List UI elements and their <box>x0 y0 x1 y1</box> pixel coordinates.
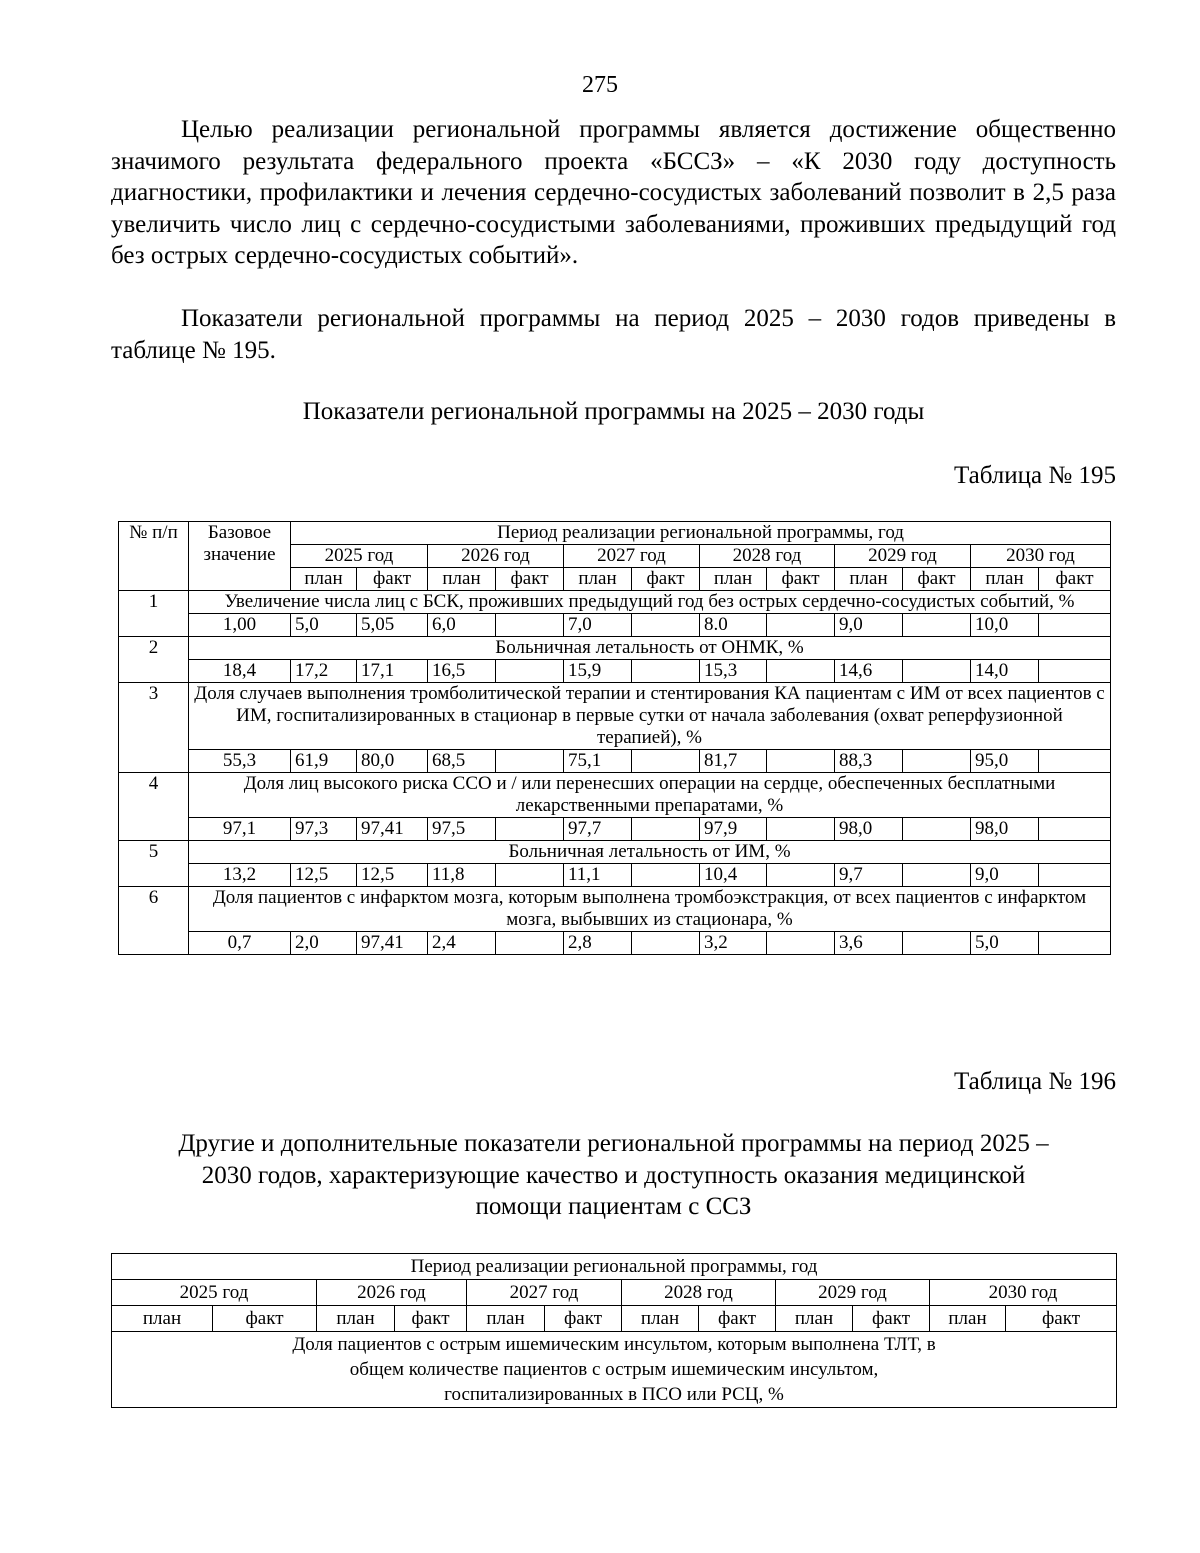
header-fact-cell: факт <box>545 1306 622 1332</box>
header-fact-cell: факт <box>903 568 971 591</box>
plan-value-cell: 9,0 <box>971 864 1039 887</box>
header-year-cell: 2026 год <box>428 545 564 568</box>
plan-value-cell: 15,3 <box>700 660 767 683</box>
indicator-values-row <box>119 660 1111 683</box>
fact-value-cell <box>903 750 971 773</box>
header-year-cell: 2028 год <box>622 1280 776 1306</box>
plan-value-cell: 2,0 <box>291 932 357 955</box>
plan-value-cell: 97,7 <box>564 818 632 841</box>
row-number-cell: 3 <box>119 683 189 773</box>
header-fact-cell: факт <box>767 568 835 591</box>
header-row <box>112 1254 1117 1280</box>
fact-value-cell <box>767 818 835 841</box>
header-num-cell: № п/п <box>119 522 189 591</box>
header-year-cell: 2029 год <box>776 1280 930 1306</box>
header-year-cell: 2028 год <box>700 545 835 568</box>
header-plan-fact-row <box>112 1306 1117 1332</box>
plan-value-cell: 88,3 <box>835 750 903 773</box>
plan-value-cell: 10,0 <box>971 614 1039 637</box>
plan-value-cell: 2,8 <box>564 932 632 955</box>
fact-value-cell <box>767 660 835 683</box>
fact-value-cell: 5,05 <box>357 614 428 637</box>
plan-value-cell: 14,0 <box>971 660 1039 683</box>
header-plan-cell: план <box>622 1306 699 1332</box>
plan-value-cell: 9,7 <box>835 864 903 887</box>
header-fact-cell: факт <box>853 1306 930 1332</box>
row-number-cell: 5 <box>119 841 189 887</box>
indicator-title-cell: Больничная летальность от ОНМК, % <box>189 637 1111 660</box>
fact-value-cell <box>767 932 835 955</box>
header-plan-cell: план <box>291 568 357 591</box>
fact-value-cell: 80,0 <box>357 750 428 773</box>
header-year-cell: 2026 год <box>317 1280 467 1306</box>
plan-value-cell: 16,5 <box>428 660 496 683</box>
header-plan-cell: план <box>930 1306 1006 1332</box>
plan-value-cell: 98,0 <box>835 818 903 841</box>
fact-value-cell <box>496 818 564 841</box>
fact-value-cell <box>1039 614 1111 637</box>
header-fact-cell: факт <box>1006 1306 1117 1332</box>
indicator-title-row <box>119 591 1111 614</box>
base-value-cell: 55,3 <box>189 750 291 773</box>
plan-value-cell: 17,2 <box>291 660 357 683</box>
page-number: 275 <box>582 72 618 98</box>
fact-value-cell <box>903 614 971 637</box>
fact-value-cell <box>767 864 835 887</box>
indicator-title-cell: Доля пациентов с инфарктом мозга, которым выполнена тромбоэкстракция, от всех пациентов с инфарктом мозга, выбывших из стационара, % <box>189 887 1111 932</box>
header-period-cell: Период реализации региональной программы, год <box>291 522 1111 545</box>
indicator-title-row <box>119 887 1111 932</box>
fact-value-cell <box>1039 818 1111 841</box>
base-value-cell: 1,00 <box>189 614 291 637</box>
reference-paragraph: Показатели региональной программы на период 2025 – 2030 годов приведены в таблице № 195. <box>111 305 1116 364</box>
fact-value-cell <box>903 660 971 683</box>
base-value-cell: 97,1 <box>189 818 291 841</box>
intro-paragraph: Целью реализации региональной программы является достижение общественно значимого результата федерального проекта «БССЗ» – «К 2030 году доступность диагностики, профилактики и лечения сердечно-сосудистых заболеваний позволит в 2,5 раза увеличить число лиц с сердечно-сосудистыми заболеваниями, проживших предыдущий год без острых сердечно-сосудистых событий». <box>111 116 1116 269</box>
indicator-title-row <box>112 1332 1117 1408</box>
indicator-title-cell: Доля лиц высокого риска ССО и / или перенесших операции на сердце, обеспеченных бесплатными лекарственными препаратами, % <box>189 773 1111 818</box>
header-plan-cell: план <box>776 1306 853 1332</box>
header-fact-cell: факт <box>213 1306 317 1332</box>
plan-value-cell: 3,6 <box>835 932 903 955</box>
table-196-label: Таблица № 196 <box>953 1068 1116 1095</box>
fact-value-cell <box>903 818 971 841</box>
header-fact-cell: факт <box>632 568 700 591</box>
plan-value-cell: 61,9 <box>291 750 357 773</box>
indicator-title-cell: Больничная летальность от ИМ, % <box>189 841 1111 864</box>
header-row <box>119 522 1111 545</box>
indicator-title-row <box>119 637 1111 660</box>
header-year-cell: 2029 год <box>835 545 971 568</box>
indicator-values-row <box>119 864 1111 887</box>
header-plan-cell: план <box>971 568 1039 591</box>
fact-value-cell <box>903 864 971 887</box>
fact-value-cell <box>767 750 835 773</box>
fact-value-cell: 17,1 <box>357 660 428 683</box>
plan-value-cell: 95,0 <box>971 750 1039 773</box>
indicator-title-row <box>119 841 1111 864</box>
plan-value-cell: 6,0 <box>428 614 496 637</box>
header-year-cell: 2030 год <box>930 1280 1117 1306</box>
plan-value-cell: 9,0 <box>835 614 903 637</box>
plan-value-cell: 11,1 <box>564 864 632 887</box>
base-value-cell: 13,2 <box>189 864 291 887</box>
indicator-title-row <box>119 683 1111 750</box>
header-fact-cell: факт <box>395 1306 467 1332</box>
base-value-cell: 18,4 <box>189 660 291 683</box>
indicator-title-row <box>119 773 1111 818</box>
row-number-cell: 2 <box>119 637 189 683</box>
header-fact-cell: факт <box>1039 568 1111 591</box>
plan-value-cell: 3,2 <box>700 932 767 955</box>
fact-value-cell: 12,5 <box>357 864 428 887</box>
plan-value-cell: 98,0 <box>971 818 1039 841</box>
header-years-row <box>112 1280 1117 1306</box>
plan-value-cell: 97,3 <box>291 818 357 841</box>
row-number-cell: 4 <box>119 773 189 841</box>
fact-value-cell <box>632 614 700 637</box>
header-year-cell: 2027 год <box>467 1280 622 1306</box>
indicator-title-cell: Доля пациентов с острым ишемическим инсультом, которым выполнена ТЛТ, в общем количестве пациентов с острым ишемическим инсультом, госпитализированных в ПСО или РСЦ, % <box>112 1332 1117 1408</box>
fact-value-cell: 97,41 <box>357 818 428 841</box>
header-base-cell: Базовое значение <box>189 522 291 591</box>
row-number-cell: 1 <box>119 591 189 637</box>
header-plan-cell: план <box>112 1306 213 1332</box>
header-plan-cell: план <box>564 568 632 591</box>
fact-value-cell <box>1039 864 1111 887</box>
plan-value-cell: 7,0 <box>564 614 632 637</box>
table-196-title: Другие и дополнительные показатели региональной программы на период 2025 – 2030 годов, характеризующие качество и доступность оказания медицинской помощи пациентам с ССЗ <box>178 1130 1049 1220</box>
header-year-cell: 2025 год <box>291 545 428 568</box>
indicator-title-cell: Доля случаев выполнения тромболитической терапии и стентирования КА пациентам с ИМ от всех пациентов с ИМ, госпитализированных в стационар в первые сутки от начала заболевания (охват реперфузионной терапией), % <box>189 683 1111 750</box>
plan-value-cell: 11,8 <box>428 864 496 887</box>
indicator-values-row <box>119 932 1111 955</box>
fact-value-cell <box>496 750 564 773</box>
plan-value-cell: 2,4 <box>428 932 496 955</box>
plan-value-cell: 68,5 <box>428 750 496 773</box>
header-plan-cell: план <box>467 1306 545 1332</box>
header-fact-cell: факт <box>496 568 564 591</box>
fact-value-cell <box>496 660 564 683</box>
fact-value-cell <box>1039 932 1111 955</box>
fact-value-cell <box>496 864 564 887</box>
fact-value-cell <box>632 660 700 683</box>
indicators-table-195 <box>118 521 1111 955</box>
plan-value-cell: 97,9 <box>700 818 767 841</box>
header-plan-cell: план <box>428 568 496 591</box>
fact-value-cell <box>1039 660 1111 683</box>
header-plan-cell: план <box>700 568 767 591</box>
fact-value-cell <box>903 932 971 955</box>
header-year-cell: 2025 год <box>112 1280 317 1306</box>
plan-value-cell: 5,0 <box>291 614 357 637</box>
fact-value-cell <box>632 750 700 773</box>
table-195-label: Таблица № 195 <box>953 462 1116 489</box>
header-fact-cell: факт <box>699 1306 776 1332</box>
plan-value-cell: 81,7 <box>700 750 767 773</box>
plan-value-cell: 75,1 <box>564 750 632 773</box>
fact-value-cell <box>496 932 564 955</box>
plan-value-cell: 8.0 <box>700 614 767 637</box>
plan-value-cell: 5,0 <box>971 932 1039 955</box>
fact-value-cell <box>632 932 700 955</box>
header-fact-cell: факт <box>357 568 428 591</box>
indicator-values-row <box>119 750 1111 773</box>
header-year-cell: 2027 год <box>564 545 700 568</box>
header-plan-cell: план <box>835 568 903 591</box>
row-number-cell: 6 <box>119 887 189 955</box>
header-plan-cell: план <box>317 1306 395 1332</box>
header-period-cell: Период реализации региональной программы, год <box>112 1254 1117 1280</box>
plan-value-cell: 14,6 <box>835 660 903 683</box>
fact-value-cell <box>496 614 564 637</box>
plan-value-cell: 12,5 <box>291 864 357 887</box>
fact-value-cell <box>767 614 835 637</box>
fact-value-cell <box>632 818 700 841</box>
plan-value-cell: 15,9 <box>564 660 632 683</box>
base-value-cell: 0,7 <box>189 932 291 955</box>
table-195-title: Показатели региональной программы на 2025 – 2030 годы <box>302 398 925 425</box>
fact-value-cell: 97,41 <box>357 932 428 955</box>
fact-value-cell <box>1039 750 1111 773</box>
indicators-table-196 <box>111 1253 1117 1408</box>
header-year-cell: 2030 год <box>971 545 1111 568</box>
indicator-title-cell: Увеличение числа лиц с БСК, проживших предыдущий год без острых сердечно-сосудистых событий, % <box>189 591 1111 614</box>
indicator-values-row <box>119 614 1111 637</box>
indicator-values-row <box>119 818 1111 841</box>
fact-value-cell <box>632 864 700 887</box>
plan-value-cell: 97,5 <box>428 818 496 841</box>
plan-value-cell: 10,4 <box>700 864 767 887</box>
